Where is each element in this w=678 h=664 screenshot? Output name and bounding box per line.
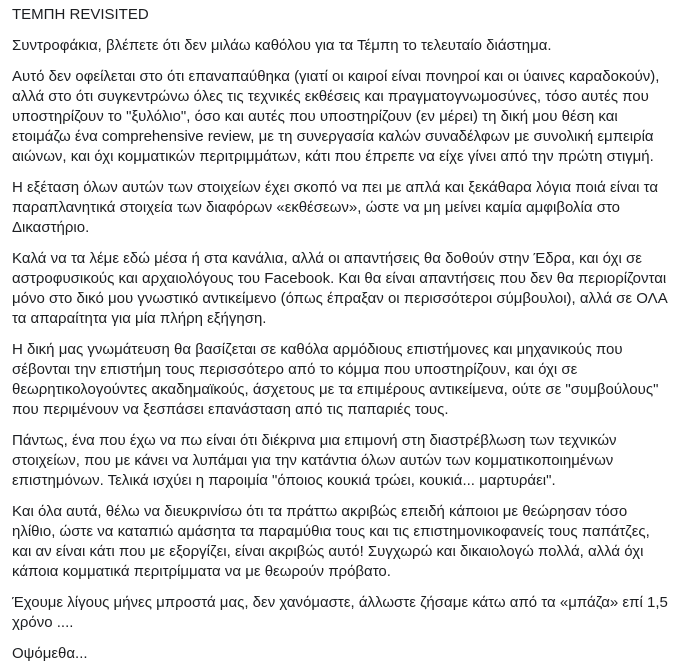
post-paragraph-4: Καλά να τα λέμε εδώ μέσα ή στα κανάλια, αλλά οι απαντήσεις θα δοθούν στην Έδρα, και όχι σε αστροφυσικούς και αρχαιολόγους του Facebook. Και θα είναι απαντήσεις που δεν θα περιορίζονται μόνο στο δικό μου γνωστικό αντικείμενο (όπως έπραξαν οι περισσότεροι σύμβουλοι), αλλά σε ΟΛΑ τα απαραίτητα για μία πλήρη εξήγηση. [12, 250, 667, 327]
post-paragraph-2: Αυτό δεν οφείλεται στο ότι επαναπαύθηκα (γιατί οι καιροί είναι πονηροί και οι ύαινες καραδοκούν), αλλά στο ότι συγκεντρώνω όλες τις τεχνικές εκθέσεις και πραγματογνωμοσύνες, τόσο αυτές που υποστηρίζουν το "ξυλόλιο", όσο και αυτές που υποστηρίζουν (εν μέρει) τη δική μου θέση και ετοιμάζω ένα comprehensive review, με τη συνεργασία καλών συναδέλφων με συνολική εμπειρία αιώνων, και όχι κομματικών περιτριμμάτων, κάτι που έπρεπε να είχε γίνει από την πρώτη στιγμή. [12, 68, 660, 165]
post-paragraph-8: Έχουμε λίγους μήνες μπροστά μας, δεν χανόμαστε, άλλωστε ζήσαμε κάτω από τα «μπάζα» επί 1,5 χρόνο .... [12, 594, 668, 631]
post-paragraph-1: Συντροφάκια, βλέπετε ότι δεν μιλάω καθόλου για τα Τέμπη το τελευταίο διάστημα. [12, 37, 552, 54]
post-paragraph-7: Και όλα αυτά, θέλω να διευκρινίσω ότι τα πράττω ακριβώς επειδή κάποιοι με θεώρησαν τόσο ηλίθιο, ώστε να καταπιώ αμάσητα τα παραμύθια τους και τις επιστημονικοφανείς τους παπάτζες, και αν είναι κάτι που με εξοργίζει, είναι ακριβώς αυτό! Συγχωρώ και δικαιολογώ πολλά, αλλά όχι κάποια κομματικά περιτρίμματα να με θεωρούν πρόβατο. [12, 503, 650, 580]
post-title: ΤΕΜΠΗ REVISITED [12, 6, 149, 23]
post-paragraph-6: Πάντως, ένα που έχω να πω είναι ότι διέκρινα μια επιμονή στη διαστρέβλωση των τεχνικών στοιχείων, που με κάνει να λυπάμαι για την κατάντια όλων αυτών των κομματικοποιημένων επιστημόνων. Τελικά ισχύει η παροιμία "όποιος κουκιά τρώει, κουκιά... μαρτυράει". [12, 432, 617, 489]
post-paragraph-9: Οψόμεθα... [12, 645, 88, 662]
post-paragraph-3: Η εξέταση όλων αυτών των στοιχείων έχει σκοπό να πει με απλά και ξεκάθαρα λόγια ποιά είναι τα παραπλανητικά στοιχεία των διαφόρων «εκθέσεων», ώστε να μη μείνει καμία αμφιβολία στο Δικαστήριο. [12, 179, 659, 236]
post-paragraph-5: Η δική μας γνωμάτευση θα βασίζεται σε καθόλα αρμόδιους επιστήμονες και μηχανικούς που σέβονται την επιστήμη τους περισσότερο από το κόμμα που υποστηρίζουν, και όχι σε θεωρητικολογούντες ακαδημαϊκούς, άσχετους με τα επιμέρους αντικείμενα, ούτε σε "συμβούλους" που περιμένουν να ξεσπάσει επανάσταση από τις παπαριές τους. [12, 341, 659, 418]
